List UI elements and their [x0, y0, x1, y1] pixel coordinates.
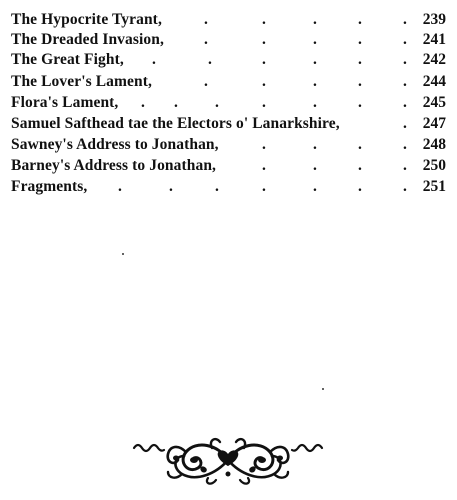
leader-dot: .	[313, 136, 317, 153]
leader-dot: .	[204, 31, 208, 48]
leader-dot: .	[403, 31, 407, 48]
toc-entry-title: Samuel Safthead tae the Electors o' Lanarkshire,	[11, 115, 340, 132]
leader-dot: .	[141, 94, 145, 111]
leader-dot: .	[262, 136, 266, 153]
leader-dot: .	[403, 157, 407, 174]
leader-dot: .	[313, 31, 317, 48]
leader-dot: .	[358, 73, 362, 90]
toc-entry-title: Fragments,	[11, 178, 88, 195]
ink-speck	[122, 253, 124, 255]
leader-dot: .	[262, 73, 266, 90]
leader-dot: .	[313, 11, 317, 28]
toc-entry-title: Sawney's Address to Jonathan,	[11, 136, 219, 153]
toc-entry	[0, 50, 457, 70]
leader-dot: .	[358, 136, 362, 153]
toc-entry-title: The Hypocrite Tyrant,	[11, 11, 162, 28]
toc-entry-title: The Dreaded Invasion,	[11, 31, 164, 48]
toc-entry-page: 241	[422, 31, 446, 48]
toc-entry-page: 245	[422, 94, 446, 111]
leader-dot: .	[262, 178, 266, 195]
leader-dot: .	[313, 94, 317, 111]
toc-entry-title: Barney's Address to Jonathan,	[11, 157, 217, 174]
toc-entry	[0, 72, 457, 92]
toc-entry	[0, 177, 457, 197]
leader-dot: .	[262, 94, 266, 111]
leader-dot: .	[403, 51, 407, 68]
leader-dot: .	[403, 73, 407, 90]
toc-entry-title: Flora's Lament,	[11, 94, 119, 111]
leader-dot: .	[215, 178, 219, 195]
leader-dot: .	[358, 31, 362, 48]
toc-entry	[0, 135, 457, 155]
leader-dot: .	[358, 51, 362, 68]
toc-entry-page: 239	[422, 11, 446, 28]
leader-dot: .	[358, 157, 362, 174]
leader-dot: .	[313, 178, 317, 195]
leader-dot: .	[169, 178, 173, 195]
leader-dot: .	[403, 136, 407, 153]
leader-dot: .	[358, 94, 362, 111]
leader-dot: .	[174, 94, 178, 111]
leader-dot: .	[204, 73, 208, 90]
leader-dot: .	[313, 157, 317, 174]
toc-entry-page: 242	[422, 51, 446, 68]
toc-entry-title: The Great Fight,	[11, 51, 124, 68]
leader-dot: .	[262, 31, 266, 48]
leader-dot: .	[204, 11, 208, 28]
toc-entry-page: 251	[422, 178, 446, 195]
leader-dot: .	[262, 11, 266, 28]
leader-dot: .	[403, 178, 407, 195]
toc-entry-page: 248	[422, 136, 446, 153]
floral-scroll-ornament-icon	[132, 434, 324, 486]
leader-dot: .	[358, 178, 362, 195]
leader-dot: .	[313, 73, 317, 90]
ink-speck	[322, 388, 324, 390]
leader-dot: .	[262, 51, 266, 68]
leader-dot: .	[118, 178, 122, 195]
leader-dot: .	[358, 11, 362, 28]
toc-entry-page: 250	[422, 157, 446, 174]
toc-entry	[0, 10, 457, 30]
toc-entry	[0, 156, 457, 176]
leader-dot: .	[403, 94, 407, 111]
leader-dot: .	[215, 94, 219, 111]
toc-entry-page: 244	[422, 73, 446, 90]
toc-entry	[0, 93, 457, 113]
leader-dot: .	[208, 51, 212, 68]
toc-entry	[0, 114, 457, 134]
leader-dot: .	[313, 51, 317, 68]
leader-dot: .	[403, 115, 407, 132]
leader-dot: .	[403, 11, 407, 28]
toc-entry	[0, 30, 457, 50]
leader-dot: .	[262, 157, 266, 174]
toc-entry-title: The Lover's Lament,	[11, 73, 152, 90]
leader-dot: .	[152, 51, 156, 68]
toc-entry-page: 247	[422, 115, 446, 132]
